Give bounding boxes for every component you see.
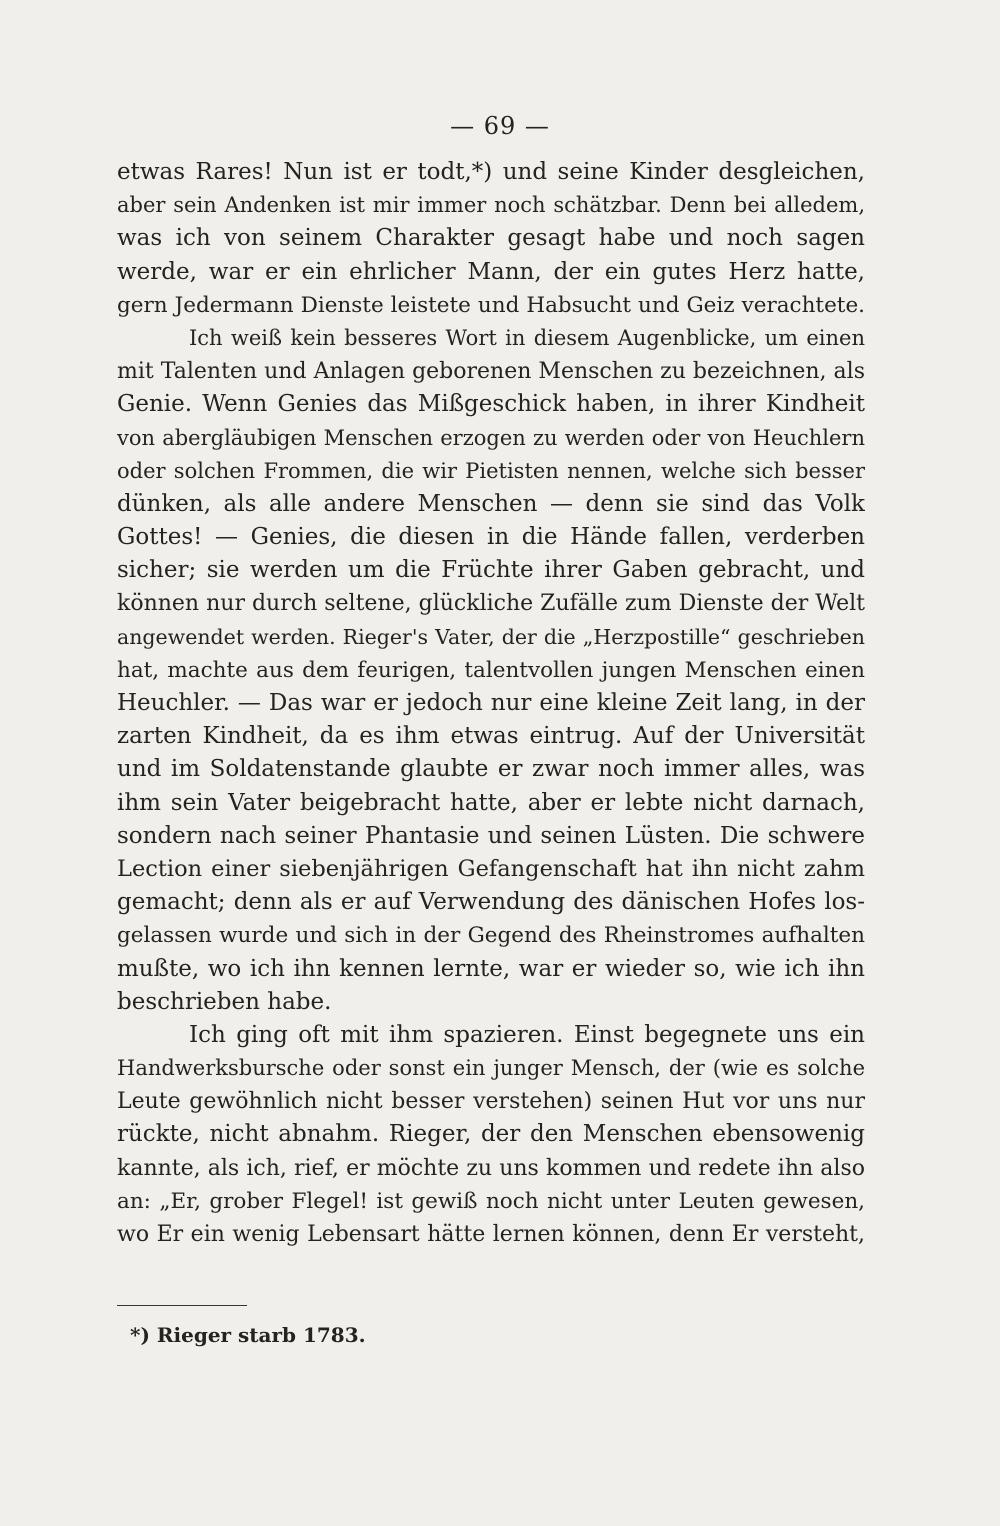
text-line: zarten Kindheit, da es ihm etwas eintrug. Auf der Universität bbox=[117, 723, 865, 750]
text-line: Genie. Wenn Genies das Mißgeschick haben, in ihrer Kindheit bbox=[117, 391, 865, 418]
text-line: von abergläubigen Menschen erzogen zu werden oder von Heuchlern bbox=[117, 425, 865, 450]
body-text bbox=[117, 156, 865, 1251]
text-line: an: „Er, grober Flegel! ist gewiß noch nicht unter Leuten gewesen, bbox=[117, 1188, 865, 1214]
footnote: *) Rieger starb 1783. bbox=[130, 1323, 366, 1347]
text-line: werde, war er ein ehrlicher Mann, der ein gutes Herz hatte, bbox=[117, 258, 865, 285]
text-line: können nur durch seltene, glückliche Zufälle zum Dienste der Welt bbox=[117, 591, 865, 617]
text-line: ihm sein Vater beigebracht hatte, aber er lebte nicht darnach, bbox=[117, 789, 865, 816]
text-line: hat, machte aus dem feurigen, talentvollen jungen Menschen einen bbox=[117, 657, 865, 683]
text-line: aber sein Andenken ist mir immer noch schätzbar. Denn bei alledem, bbox=[117, 193, 865, 218]
text-line: etwas Rares! Nun ist er todt,*) und seine Kinder desgleichen, bbox=[117, 159, 865, 185]
text-line: und im Soldatenstande glaubte er zwar noch immer alles, was bbox=[117, 756, 865, 783]
text-line: gelassen wurde und sich in der Gegend des Rheinstromes aufhalten bbox=[117, 923, 865, 949]
text-line: Ich weiß kein besseres Wort in diesem Augenblicke, um einen bbox=[189, 325, 865, 350]
page-number: — 69 — bbox=[450, 112, 550, 140]
text-line: was ich von seinem Charakter gesagt habe und noch sagen bbox=[117, 225, 865, 252]
text-line: angewendet werden. Rieger's Vater, der die „Herzpostille“ geschrieben bbox=[117, 624, 865, 649]
text-line: Leute gewöhnlich nicht besser verstehen) seinen Hut vor uns nur bbox=[117, 1089, 865, 1115]
text-line: Ich ging oft mit ihm spazieren. Einst begegnete uns ein bbox=[189, 1021, 865, 1048]
text-line: mit Talenten und Anlagen geborenen Menschen zu bezeichnen, als bbox=[117, 359, 865, 385]
text-line: oder solchen Frommen, die wir Pietisten nennen, welche sich besser bbox=[117, 458, 865, 483]
text-line: Heuchler. — Das war er jedoch nur eine kleine Zeit lang, in der bbox=[117, 690, 865, 716]
text-line: sicher; sie werden um die Früchte ihrer Gaben gebracht, und bbox=[117, 557, 865, 584]
footnote-divider bbox=[117, 1305, 247, 1306]
text-line: gern Jedermann Dienste leistete und Habsucht und Geiz verachtete. bbox=[117, 292, 865, 318]
text-line: Lection einer siebenjährigen Gefangenschaft hat ihn nicht zahm bbox=[117, 855, 865, 882]
text-line: Gottes! — Genies, die diesen in die Hände fallen, verderben bbox=[117, 524, 865, 551]
text-line: dünken, als alle andere Menschen — denn sie sind das Volk bbox=[117, 490, 865, 517]
text-line: wo Er ein wenig Lebensart hätte lernen können, denn Er versteht, bbox=[117, 1222, 865, 1247]
text-line: sondern nach seiner Phantasie und seinen Lüsten. Die schwere bbox=[117, 822, 865, 849]
text-line: beschrieben habe. bbox=[117, 988, 332, 1015]
text-line: Handwerksbursche oder sonst ein junger Mensch, der (wie es solche bbox=[117, 1056, 865, 1081]
text-line: kannte, als ich, rief, er möchte zu uns kommen und redete ihn also bbox=[117, 1155, 865, 1181]
text-line: rückte, nicht abnahm. Rieger, der den Menschen ebensowenig bbox=[117, 1121, 865, 1148]
text-line: mußte, wo ich ihn kennen lernte, war er wieder so, wie ich ihn bbox=[117, 955, 865, 982]
text-line: gemacht; denn als er auf Verwendung des dänischen Hofes los- bbox=[117, 889, 865, 916]
